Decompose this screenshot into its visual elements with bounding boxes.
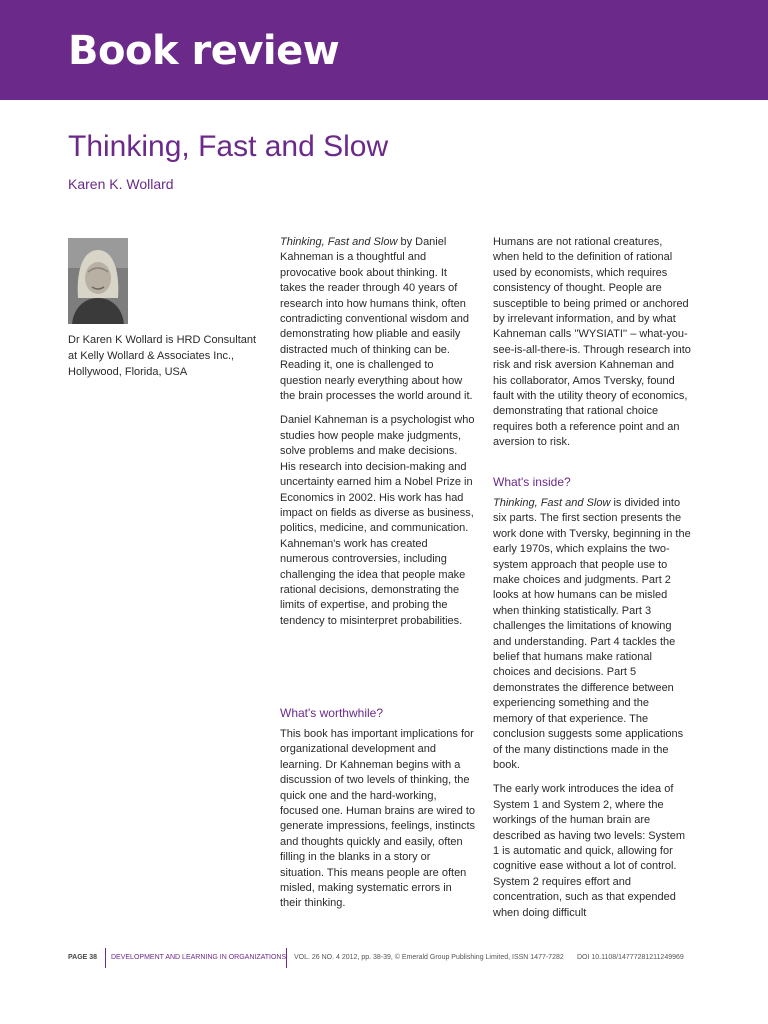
column-left-lower <box>280 727 476 912</box>
paragraph-text: is divided into six parts. The first section presents the work done with Tversky, beginning in the early 1970s, which explains the two-system approach that people use to make choices and judgments. Part 2 looks at how humans can be misled when thinking statistically. Part 3 challenges the limitations of knowing and understanding. Part 4 tackles the belief that humans make rational choices and decisions. Part 5 demonstrates the difference between experiencing something and the memory of that experience. The conclusion suggests some applications of the many distinctions made in the book. <box>493 497 691 771</box>
paragraph: Daniel Kahneman is a psychologist who studies how people make judgments, solve problems and make decisions. His research into decision-making and uncertainty earned him a Nobel Prize in Economics in 2002. His work has had impact on fields as diverse as business, politics, medicine, and communication. Kahneman's work has created numerous controversies, including challenging the idea that people make rational decisions, demonstrating the limits of expertise, and probing the tendency to misinterpret probabilities. <box>280 414 475 627</box>
journal-name: DEVELOPMENT AND LEARNING IN ORGANIZATIONS <box>111 954 287 961</box>
subheading-inside: What's inside? <box>493 475 571 489</box>
author-photo <box>68 238 128 324</box>
column-left <box>280 235 476 629</box>
author-bio: Dr Karen K Wollard is HRD Consultant at Kelly Wollard & Associates Inc., Hollywood, Florida, USA <box>68 334 257 378</box>
paragraph: The early work introduces the idea of System 1 and System 2, where the workings of the human brain are described as having two levels: System 1 is automatic and quick, allowing for cognitive ease without a lot of control. System 2 requires effort and concentration, such as that expended when doing difficult <box>493 783 685 919</box>
subheading-worthwhile: What's worthwhile? <box>280 706 383 720</box>
paragraph <box>280 235 476 404</box>
book-title-italic: Thinking, Fast and Slow <box>493 497 611 509</box>
paragraph: Humans are not rational creatures, when held to the definition of rational used by economists, which requires consistency of thought. People are susceptible to being primed or anchored by irrelevant information, and by what Kahneman calls ''WYSIATI'' – what-you-see-is-all-there-is. Through research into risk and risk aversion Kahneman and his collaborator, Amos Tversky, found fault with the utility theory of economics, demonstrating that rational choice requires both a reference point and an aversion to risk. <box>493 236 691 449</box>
section-title: Book review <box>68 28 340 74</box>
header-banner <box>0 0 768 100</box>
article-author: Karen K. Wollard <box>68 176 174 192</box>
column-right <box>493 235 691 451</box>
paragraph <box>493 496 691 773</box>
book-title-italic: Thinking, Fast and Slow <box>280 236 398 248</box>
divider <box>105 948 106 968</box>
page-number: PAGE 38 <box>68 954 98 961</box>
doi: DOI 10.1108/14777281211249969 <box>577 954 684 961</box>
page-footer <box>68 948 698 968</box>
citation: VOL. 26 NO. 4 2012, pp. 38-39, © Emerald Group Publishing Limited, ISSN 1477-7282 <box>294 954 564 961</box>
article-title: Thinking, Fast and Slow <box>68 130 389 163</box>
paragraph: This book has important implications for organizational development and learning. Dr Kahneman begins with a discussion of two levels of thinking, the quick one and the hard-working, focused one. Human brains are wired to generate impressions, feelings, instincts and thoughts quickly and easily, often filling in the blanks in a story or situation. This means people are often misled, making systematic errors in their thinking. <box>280 728 476 910</box>
column-right-lower <box>493 496 691 921</box>
paragraph-text: by Daniel Kahneman is a thoughtful and provocative book about thinking. It takes the reader through 40 years of research into how humans think, often contradicting conventional wisdom and demonstrating how pliable and easily distracted much of thinking can be. Reading it, one is challenged to question nearly everything about how the brain processes the world around it. <box>280 236 473 403</box>
author-portrait-image <box>68 238 128 324</box>
divider <box>286 948 287 968</box>
